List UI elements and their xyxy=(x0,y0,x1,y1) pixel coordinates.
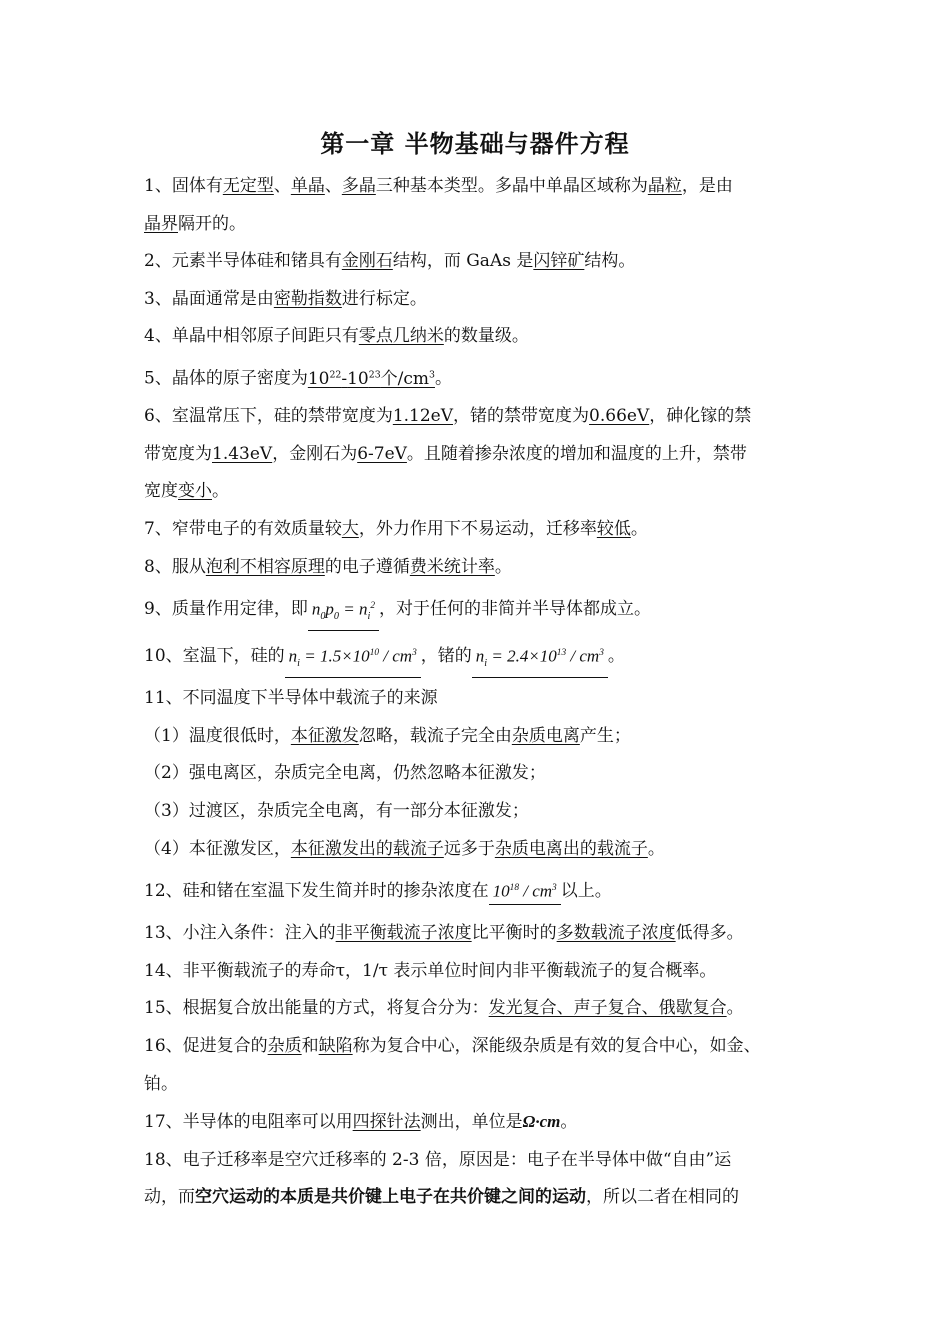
text: ，锗的禁带宽度为 xyxy=(453,406,590,427)
item-5 xyxy=(144,356,809,398)
answer: 晶粒 xyxy=(647,176,682,196)
item-11-4 xyxy=(144,831,809,869)
symbol: n xyxy=(311,599,321,619)
text: 1、固体有 xyxy=(144,176,223,196)
text: （4）本征激发区， xyxy=(144,838,291,859)
unit: / cm xyxy=(379,646,413,666)
text: 进行标定。 xyxy=(341,288,427,309)
item-11-2 xyxy=(144,755,809,793)
text: 远多于 xyxy=(443,838,495,859)
subscript: i xyxy=(297,657,300,669)
exponent: 23 xyxy=(368,368,381,380)
symbol: n xyxy=(475,646,485,666)
degenerate-doping-formula xyxy=(489,875,561,906)
symbol: = n xyxy=(339,599,368,619)
exponent: 10 xyxy=(369,647,380,658)
text: 15、根据复合放出能量的方式，将复合分为： xyxy=(144,998,489,1019)
item-11-1 xyxy=(144,718,809,756)
subscript: 0 xyxy=(333,610,340,622)
text: ，砷化镓的禁 xyxy=(649,406,752,427)
symbol: n xyxy=(288,646,298,666)
answer: 缺陷 xyxy=(318,1035,353,1056)
subscript: i xyxy=(367,610,371,622)
item-1-line-1 xyxy=(144,168,809,206)
answer: 0.66eV xyxy=(589,406,650,427)
text: 18、电子迁移率是空穴迁移率的 2-3 倍，原因是：电子在半导体中做“自由”运 xyxy=(144,1149,732,1170)
text: 和 xyxy=(301,1035,319,1056)
answer: 大 xyxy=(341,519,359,539)
text: 16、促进复合的 xyxy=(144,1035,268,1056)
text: （1）温度很低时， xyxy=(144,725,291,746)
text: 。 xyxy=(560,1112,578,1133)
symbol: p xyxy=(325,599,334,619)
text: 7、窄带电子的有效质量较 xyxy=(144,519,342,539)
answer: 闪锌矿 xyxy=(533,251,585,272)
answer-density xyxy=(308,369,435,389)
base: 10 xyxy=(347,368,369,389)
item-6-line-1 xyxy=(144,398,809,436)
text: ，锗的 xyxy=(420,646,472,667)
answer: 1.12eV xyxy=(392,406,454,427)
answer: 较低 xyxy=(596,519,631,539)
answer: 多数载流子浓度 xyxy=(556,923,676,944)
answer: 多晶 xyxy=(341,176,376,196)
text: 的电子遵循 xyxy=(324,556,410,577)
text: 称为复合中心，深能级杂质是有效的复合中心，如金、 xyxy=(352,1035,761,1056)
text: 结构。 xyxy=(584,251,636,272)
ge-ni-formula xyxy=(472,640,608,678)
answer: 泡利不相容原理 xyxy=(205,556,325,577)
item-8 xyxy=(144,549,809,587)
text: 隔开的。 xyxy=(178,213,246,234)
text: 。且随着掺杂浓度的增加和温度的上升，禁带 xyxy=(406,443,747,464)
text: 9、质量作用定律，即 xyxy=(144,599,308,620)
answer: 变小 xyxy=(178,481,212,502)
text: 以上。 xyxy=(560,881,612,902)
text: 低得多。 xyxy=(675,923,744,944)
item-15 xyxy=(144,990,809,1028)
answer: 1.43eV xyxy=(212,443,273,464)
text: 。 xyxy=(212,481,229,502)
unit: / cm xyxy=(566,646,600,666)
text: 3、晶面通常是由 xyxy=(144,288,274,309)
emphasis: 空穴运动的本质是共价键上电子在共价键之间的运动 xyxy=(195,1187,586,1208)
exponent: 3 xyxy=(552,882,557,893)
answer: 非平衡载流子浓度 xyxy=(335,923,472,944)
text: ，对于任何的非简并半导体都成立。 xyxy=(379,599,652,620)
answer: 杂质电离 xyxy=(511,725,580,746)
text: 8、服从 xyxy=(144,556,206,577)
item-2 xyxy=(144,243,809,281)
answer: 四探针法 xyxy=(352,1112,421,1133)
text: 。 xyxy=(726,998,744,1019)
text: 铂。 xyxy=(144,1073,178,1094)
item-9 xyxy=(144,586,809,633)
item-13 xyxy=(144,915,809,953)
document-body xyxy=(144,168,809,1217)
exponent: 22 xyxy=(329,368,342,380)
value: = 2.4×10 xyxy=(487,646,557,666)
item-3 xyxy=(144,281,809,319)
item-11 xyxy=(144,680,809,718)
item-10 xyxy=(144,633,809,680)
text: 14、非平衡载流子的寿命τ，1/τ 表示单位时间内非平衡载流子的复合概率。 xyxy=(144,960,717,981)
text: 5、晶体的原子密度为 xyxy=(144,368,308,389)
text: 。 xyxy=(607,646,625,667)
item-18-line-2 xyxy=(144,1179,809,1217)
answer: 费米统计率 xyxy=(409,556,495,577)
answer: 单晶 xyxy=(290,176,325,196)
text: 带宽度为 xyxy=(144,443,212,464)
chapter-title: 第一章 半物基础与器件方程 xyxy=(320,130,630,158)
item-6-line-3 xyxy=(144,473,809,511)
unit: Ω·cm xyxy=(522,1112,561,1132)
exponent: 2 xyxy=(370,600,376,611)
text: 17、半导体的电阻率可以用 xyxy=(144,1112,353,1133)
text: 。 xyxy=(434,368,452,389)
text: 。 xyxy=(494,556,512,577)
text: 6、室温常压下，硅的禁带宽度为 xyxy=(144,406,393,427)
si-ni-formula xyxy=(285,640,421,678)
answer: 晶界 xyxy=(144,213,178,234)
text: 、 xyxy=(273,176,291,196)
text: 产生； xyxy=(579,725,631,746)
item-16-line-1 xyxy=(144,1028,809,1066)
text: （2）强电离区，杂质完全电离，仍然忽略本征激发； xyxy=(144,763,546,784)
unit: / cm xyxy=(518,881,553,901)
text: ，所以二者在相同的 xyxy=(586,1187,739,1208)
exponent: 13 xyxy=(556,647,567,658)
value: = 1.5×10 xyxy=(299,646,370,666)
text: 13、小注入条件：注入的 xyxy=(144,923,336,944)
subscript: i xyxy=(484,657,488,669)
text: （3）过渡区，杂质完全电离，有一部分本征激发； xyxy=(144,800,529,821)
item-1-line-2 xyxy=(144,206,809,244)
answer: 6-7eV xyxy=(357,443,407,464)
text: 2、元素半导体硅和锗具有 xyxy=(144,251,342,272)
exponent: 18 xyxy=(509,882,519,893)
item-17 xyxy=(144,1103,809,1142)
text: 10、室温下，硅的 xyxy=(144,646,285,667)
item-18-line-1 xyxy=(144,1142,809,1180)
item-16-line-2 xyxy=(144,1066,809,1104)
value: 10 xyxy=(492,881,510,901)
base: 10 xyxy=(307,368,330,389)
text: - xyxy=(341,368,348,389)
text: 的数量级。 xyxy=(443,326,529,347)
text: 忽略，载流子完全由 xyxy=(358,725,512,746)
unit: 个/cm xyxy=(380,368,430,389)
text: 、 xyxy=(324,176,342,196)
text: 宽度 xyxy=(144,481,178,502)
text: 动，而 xyxy=(144,1187,195,1208)
item-12 xyxy=(144,868,809,915)
answer: 零点几纳米 xyxy=(358,326,444,347)
text: 4、单晶中相邻原子间距只有 xyxy=(144,326,359,347)
item-6-line-2 xyxy=(144,436,809,474)
answer: 本征激发 xyxy=(290,725,359,746)
text: 12、硅和锗在室温下发生简并时的掺杂浓度在 xyxy=(144,881,489,902)
text: ，是由 xyxy=(681,176,733,196)
text: 。 xyxy=(630,519,648,539)
answer: 本征激发出的载流子 xyxy=(290,838,444,859)
exponent: 3 xyxy=(429,368,435,380)
item-11-3 xyxy=(144,793,809,831)
subscript: 0 xyxy=(320,610,326,622)
answer: 密勒指数 xyxy=(273,288,342,309)
exponent: 3 xyxy=(412,647,417,658)
item-14 xyxy=(144,953,809,991)
text: 三种基本类型。多晶中单晶区域称为 xyxy=(375,176,648,196)
item-4 xyxy=(144,318,809,356)
text: ，金刚石为 xyxy=(272,443,358,464)
text: 。 xyxy=(647,838,665,859)
answer: 杂质 xyxy=(267,1035,302,1056)
item-7 xyxy=(144,511,809,549)
exponent: 3 xyxy=(599,647,604,658)
text: ，外力作用下不易运动，迁移率 xyxy=(358,519,597,539)
text: 11、不同温度下半导体中载流子的来源 xyxy=(144,688,438,709)
text: 比平衡时的 xyxy=(471,923,557,944)
text: 结构，而 GaAs 是 xyxy=(392,251,534,272)
answer: 无定型 xyxy=(222,176,274,196)
text: 测出，单位是 xyxy=(420,1112,523,1133)
answer: 发光复合、声子复合、俄歇复合 xyxy=(488,998,727,1019)
answer: 杂质电离出的载流子 xyxy=(494,838,648,859)
answer: 金刚石 xyxy=(341,251,393,272)
mass-action-formula xyxy=(308,593,379,631)
